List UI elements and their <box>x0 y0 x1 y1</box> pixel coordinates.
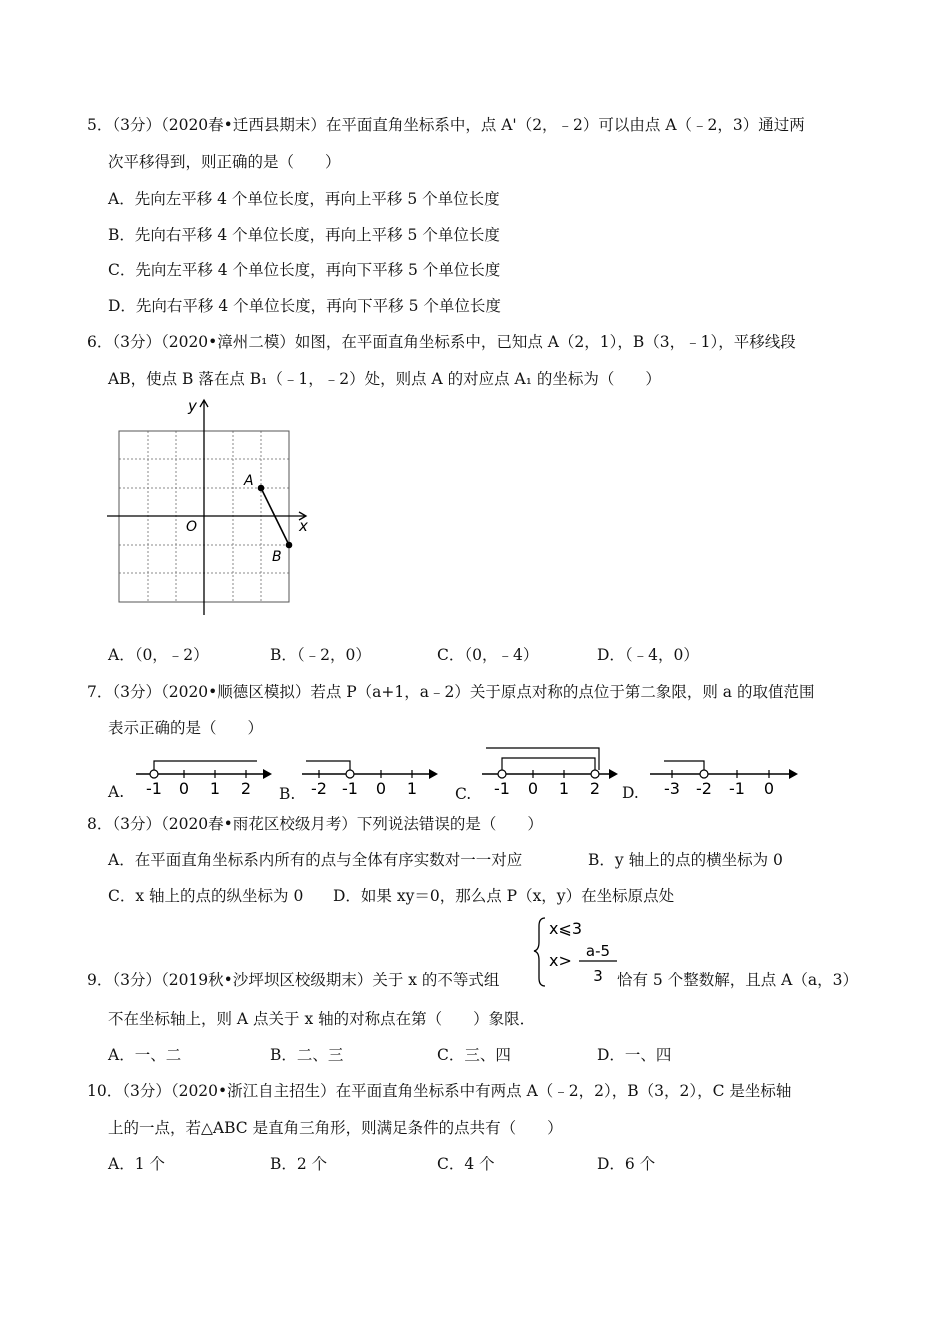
q6-option-a: A．（0，﹣2） <box>108 646 209 664</box>
q10-option-c: C．4 个 <box>437 1155 495 1173</box>
q9-stem-line1-part1: 9．（3分）（2019秋•沙坪坝区校级期末）关于 x 的不等式组 <box>87 971 500 989</box>
point-b <box>286 542 293 549</box>
q8-option-a: A．在平面直角坐标系内所有的点与全体有序实数对一一对应 <box>108 851 523 869</box>
q6-option-d: D．（﹣4，0） <box>597 646 699 664</box>
q8-option-c: C．x 轴上的点的纵坐标为 0 <box>108 887 304 905</box>
tick-label: 0 <box>178 779 190 798</box>
q9-stem-line1-part2: 恰有 5 个整数解，且点 A（a，3） <box>617 971 858 989</box>
q9-option-c: C．三、四 <box>437 1046 511 1064</box>
point-a <box>258 485 265 492</box>
tick-label: 0 <box>763 779 775 798</box>
q10-option-d: D．6 个 <box>597 1155 656 1173</box>
tick-label: 1 <box>209 779 221 798</box>
q8-stem: 8．（3分）（2020春•雨花区校级月考）下列说法错误的是（ ） <box>87 815 543 833</box>
tick-label: -3 <box>664 779 680 798</box>
fraction-numerator: a-5 <box>585 942 611 960</box>
point-a-label: A <box>244 473 254 489</box>
point-b-label: B <box>272 549 282 565</box>
tick-label: -2 <box>311 779 327 798</box>
q7-numberline-c <box>480 743 620 800</box>
q5-option-c: C．先向左平移 4 个单位长度，再向下平移 5 个单位长度 <box>108 261 501 279</box>
q8-option-d: D．如果 xy＝0，那么点 P（x，y）在坐标原点处 <box>333 887 675 905</box>
q7-numberline-d <box>648 750 800 800</box>
q7-letter-c: C. <box>455 785 472 803</box>
q9-option-a: A．一、二 <box>108 1046 182 1064</box>
tick-label: -1 <box>146 779 162 798</box>
tick-label: -2 <box>696 779 712 798</box>
tick-label: 2 <box>589 779 601 798</box>
q10-option-b: B．2 个 <box>270 1155 328 1173</box>
q6-option-b: B．（﹣2，0） <box>270 646 371 664</box>
tick-label: 1 <box>558 779 570 798</box>
q7-numberline-a <box>134 750 274 800</box>
q9-inequality-system <box>533 912 623 992</box>
tick-label: -1 <box>494 779 510 798</box>
q7-stem-line1: 7．（3分）（2020•顺德区模拟）若点 P（a+1，a﹣2）关于原点对称的点位于第二象限，则 a 的取值范围 <box>87 683 815 701</box>
q5-stem-line1: 5．（3分）（2020春•迁西县期末）在平面直角坐标系中，点 A'（2，﹣2）可以由点 A（﹣2，3）通过两 <box>87 116 805 134</box>
q9-option-d: D．一、四 <box>597 1046 672 1064</box>
q5-stem-line2: 次平移得到，则正确的是（ ） <box>108 153 341 171</box>
q6-coordinate-figure <box>100 395 320 620</box>
q5-option-b: B．先向右平移 4 个单位长度，再向上平移 5 个单位长度 <box>108 226 500 244</box>
q6-stem-line1: 6．（3分）（2020•漳州二模）如图，在平面直角坐标系中，已知点 A（2，1），B（3，﹣1），平移线段 <box>87 333 796 351</box>
fraction-denominator: 3 <box>593 967 603 985</box>
q7-stem-line2: 表示正确的是（ ） <box>108 719 264 737</box>
q7-letter-b: B. <box>279 785 296 803</box>
tick-label: -1 <box>729 779 745 798</box>
q10-stem-line1: 10．（3分）（2020•浙江自主招生）在平面直角坐标系中有两点 A（﹣2，2），B（3，2），C 是坐标轴 <box>87 1082 792 1100</box>
q6-stem-line2: AB，使点 B 落在点 B₁（﹣1，﹣2）处，则点 A 的对应点 A₁ 的坐标为（ ） <box>108 370 661 388</box>
tick-label: 0 <box>527 779 539 798</box>
q6-option-c: C．（0，﹣4） <box>437 646 539 664</box>
x-axis-label: x <box>299 517 308 535</box>
q7-letter-d: D. <box>622 784 639 802</box>
origin-label: O <box>186 519 198 535</box>
tick-label: 0 <box>375 779 387 798</box>
tick-label: 1 <box>406 779 418 798</box>
q7-numberline-b <box>300 750 440 800</box>
y-axis-label: y <box>188 397 197 415</box>
q9-option-b: B．二、三 <box>270 1046 344 1064</box>
q8-option-b: B．y 轴上的点的横坐标为 0 <box>588 851 783 869</box>
tick-label: -1 <box>342 779 358 798</box>
q7-letter-a: A. <box>108 783 125 801</box>
q9-stem-line2: 不在坐标轴上，则 A 点关于 x 轴的对称点在第（ ）象限． <box>108 1010 536 1028</box>
q5-option-d: D．先向右平移 4 个单位长度，再向下平移 5 个单位长度 <box>108 297 501 315</box>
inequality-2-lhs: x> <box>549 951 572 970</box>
q5-option-a: A．先向左平移 4 个单位长度，再向上平移 5 个单位长度 <box>108 190 500 208</box>
q10-stem-line2: 上的一点，若△ABC 是直角三角形，则满足条件的点共有（ ） <box>108 1119 563 1137</box>
inequality-1: x⩽3 <box>549 919 583 938</box>
tick-label: 2 <box>240 779 252 798</box>
q10-option-a: A．1 个 <box>108 1155 165 1173</box>
